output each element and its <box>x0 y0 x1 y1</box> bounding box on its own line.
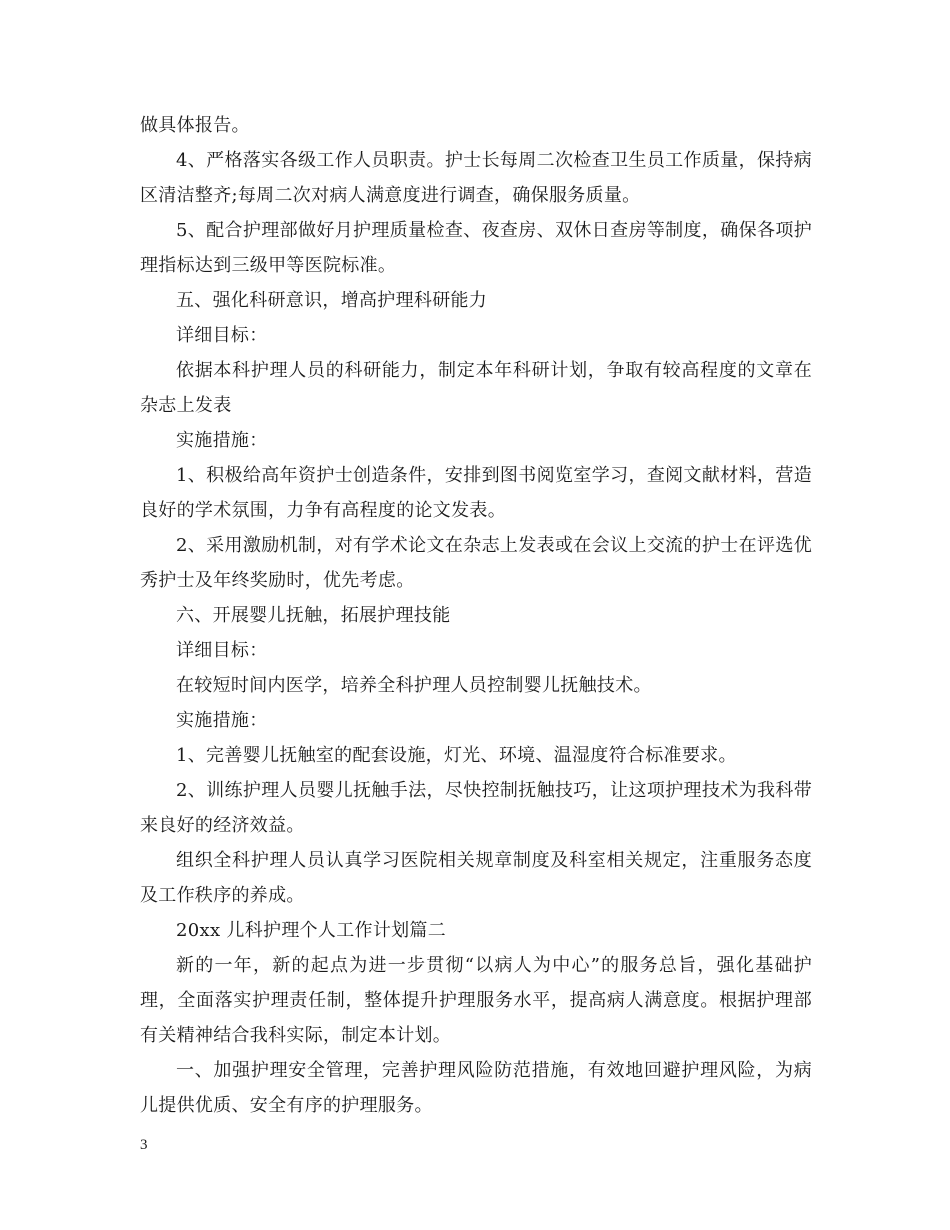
paragraph-goal-text-2: 在较短时间内医学，培养全科护理人员控制婴儿抚触技术。 <box>176 675 652 696</box>
paragraph-item-4: 4、严格落实各级工作人员职责。护士长每周二次检查卫生员工作质量，保持病区清洁整齐;每周二次对病人满意度进行调查，确保服务质量。 <box>140 150 812 206</box>
article-title-2: 20xx 儿科护理个人工作计划篇二 <box>176 920 447 941</box>
subheading-goal: 详细目标： <box>176 325 268 346</box>
subheading-measures: 实施措施： <box>176 430 268 451</box>
page-number: 3 <box>140 1137 148 1153</box>
paragraph-measure-2b: 2、训练护理人员婴儿抚触手法，尽快控制抚触技巧，让这项护理技术为我科带来良好的经济效益。 <box>140 780 812 836</box>
paragraph-intro: 新的一年，新的起点为进一步贯彻“以病人为中心”的服务总旨，强化基础护理，全面落实护理责任制，整体提升护理服务水平，提高病人满意度。根据护理部有关精神结合我科实际，制定本计划。 <box>140 955 812 1046</box>
section-heading-5: 五、强化科研意识，增高护理科研能力 <box>176 290 488 311</box>
paragraph-measure-1b: 1、完善婴儿抚触室的配套设施，灯光、环境、温湿度符合标准要求。 <box>176 745 737 766</box>
paragraph-goal-text: 依据本科护理人员的科研能力，制定本年科研计划，争取有较高程度的文章在杂志上发表 <box>140 360 812 416</box>
document-body <box>140 108 812 1123</box>
section-heading-6: 六、开展婴儿抚触，拓展护理技能 <box>176 605 451 626</box>
paragraph-measure-1: 1、积极给高年资护士创造条件，安排到图书阅览室学习，查阅文献材料，营造良好的学术氛围，力争有高程度的论文发表。 <box>140 465 812 521</box>
paragraph-measure-2: 2、采用激励机制，对有学术论文在杂志上发表或在会议上交流的护士在评选优秀护士及年终奖励时，优先考虑。 <box>140 535 812 591</box>
paragraph-continuation: 做具体报告。 <box>140 115 250 136</box>
paragraph-section-1: 一、加强护理安全管理，完善护理风险防范措施，有效地回避护理风险，为病儿提供优质、安全有序的护理服务。 <box>140 1060 812 1116</box>
paragraph-item-5: 5、配合护理部做好月护理质量检查、夜查房、双休日查房等制度，确保各项护理指标达到三级甲等医院标准。 <box>140 220 812 276</box>
subheading-goal-2: 详细目标： <box>176 640 268 661</box>
subheading-measures-2: 实施措施： <box>176 710 268 731</box>
paragraph-organize: 组织全科护理人员认真学习医院相关规章制度及科室相关规定，注重服务态度及工作秩序的养成。 <box>140 850 812 906</box>
